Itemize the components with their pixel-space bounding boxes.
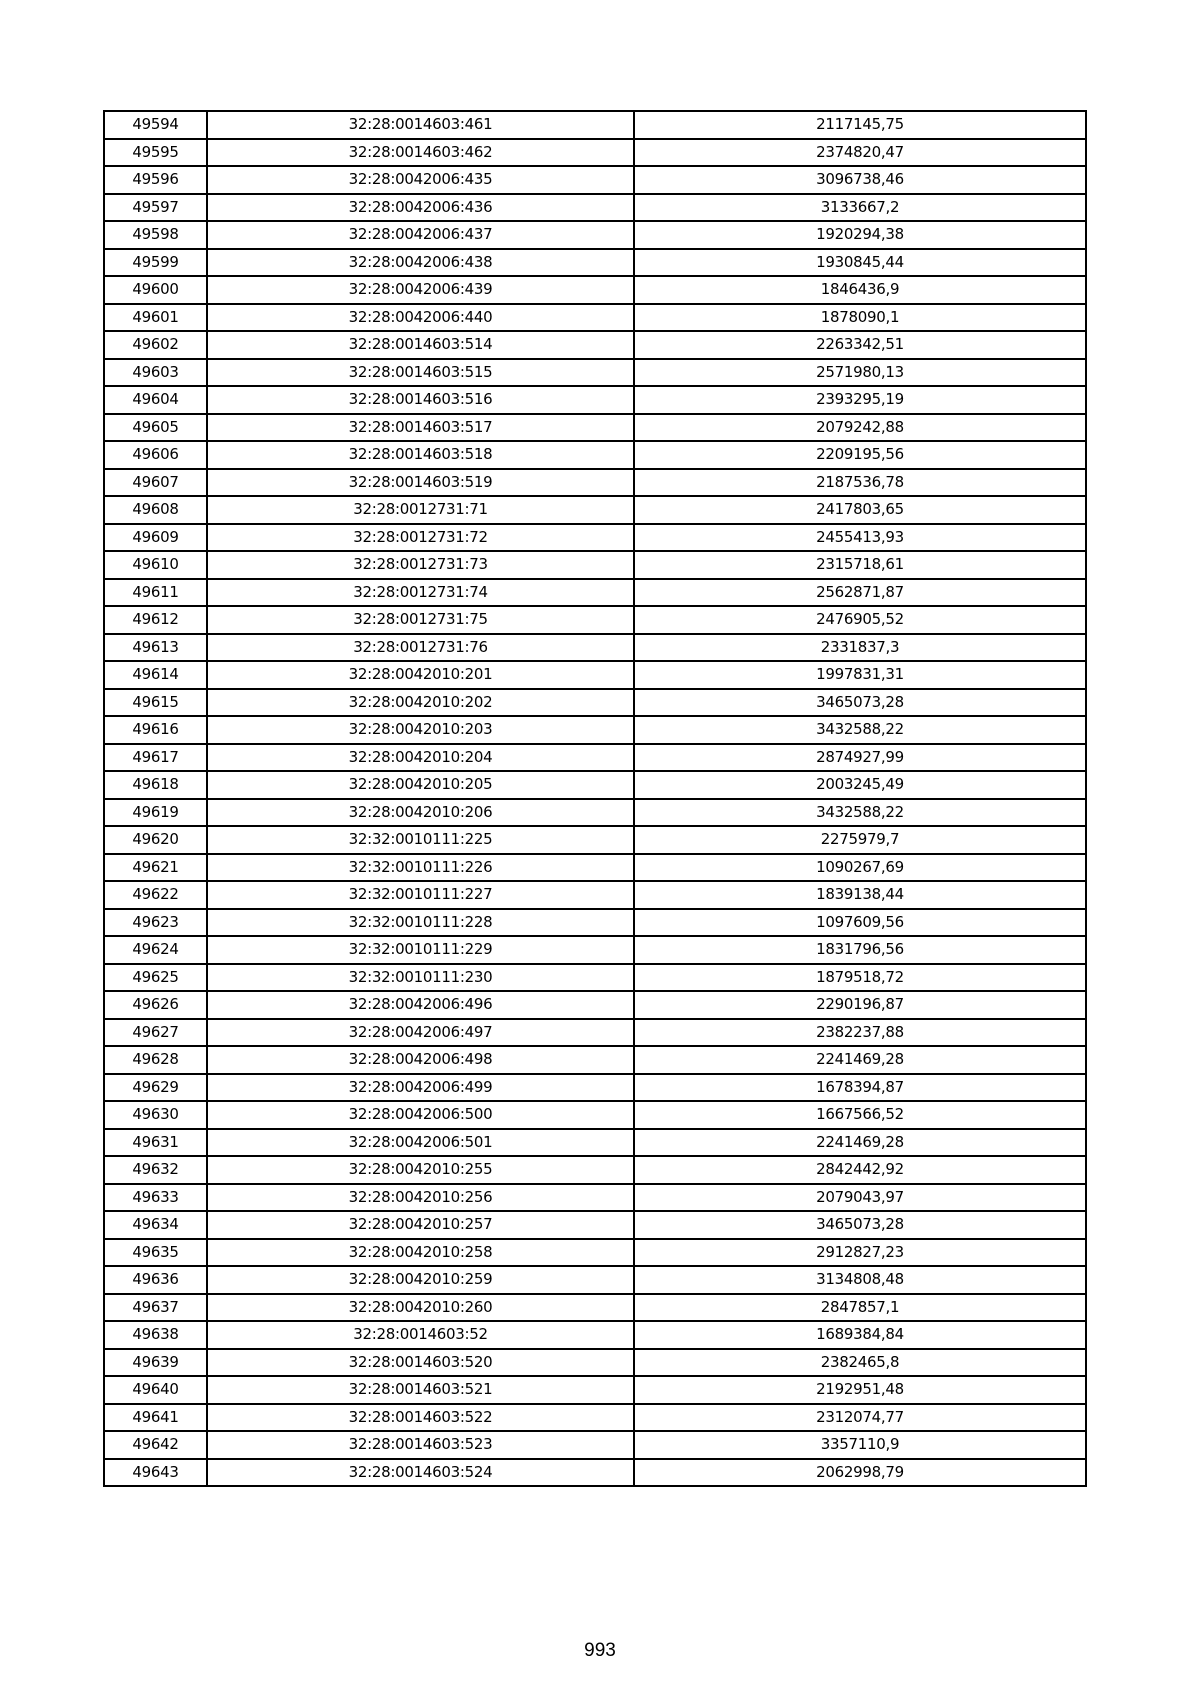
value-cell: 1997831,31 bbox=[634, 661, 1086, 689]
row-number-cell: 49602 bbox=[104, 331, 207, 359]
cadastral-number-cell: 32:28:0042006:440 bbox=[207, 304, 634, 332]
table-row bbox=[104, 909, 1086, 937]
table-row bbox=[104, 826, 1086, 854]
value-cell: 1930845,44 bbox=[634, 249, 1086, 277]
table-row bbox=[104, 276, 1086, 304]
cadastral-number-cell: 32:28:0042006:501 bbox=[207, 1129, 634, 1157]
cadastral-number-cell: 32:32:0010111:229 bbox=[207, 936, 634, 964]
value-cell: 2315718,61 bbox=[634, 551, 1086, 579]
value-cell: 1920294,38 bbox=[634, 221, 1086, 249]
cadastral-number-cell: 32:28:0014603:462 bbox=[207, 139, 634, 167]
row-number-cell: 49606 bbox=[104, 441, 207, 469]
table-row bbox=[104, 1376, 1086, 1404]
cadastral-number-cell: 32:28:0042006:498 bbox=[207, 1046, 634, 1074]
cadastral-number-cell: 32:28:0042006:436 bbox=[207, 194, 634, 222]
table-row bbox=[104, 1349, 1086, 1377]
table-row bbox=[104, 1101, 1086, 1129]
cadastral-number-cell: 32:28:0042010:258 bbox=[207, 1239, 634, 1267]
row-number-cell: 49594 bbox=[104, 111, 207, 139]
table-row bbox=[104, 799, 1086, 827]
table-row bbox=[104, 304, 1086, 332]
value-cell: 2562871,87 bbox=[634, 579, 1086, 607]
cadastral-number-cell: 32:28:0042006:438 bbox=[207, 249, 634, 277]
row-number-cell: 49596 bbox=[104, 166, 207, 194]
row-number-cell: 49639 bbox=[104, 1349, 207, 1377]
table-row bbox=[104, 551, 1086, 579]
cadastral-number-cell: 32:28:0014603:521 bbox=[207, 1376, 634, 1404]
value-cell: 2241469,28 bbox=[634, 1129, 1086, 1157]
value-cell: 1879518,72 bbox=[634, 964, 1086, 992]
row-number-cell: 49605 bbox=[104, 414, 207, 442]
row-number-cell: 49641 bbox=[104, 1404, 207, 1432]
value-cell: 1689384,84 bbox=[634, 1321, 1086, 1349]
cadastral-number-cell: 32:28:0042006:439 bbox=[207, 276, 634, 304]
row-number-cell: 49603 bbox=[104, 359, 207, 387]
cadastral-number-cell: 32:28:0014603:516 bbox=[207, 386, 634, 414]
row-number-cell: 49630 bbox=[104, 1101, 207, 1129]
row-number-cell: 49607 bbox=[104, 469, 207, 497]
cadastral-number-cell: 32:28:0012731:73 bbox=[207, 551, 634, 579]
row-number-cell: 49626 bbox=[104, 991, 207, 1019]
value-cell: 1667566,52 bbox=[634, 1101, 1086, 1129]
row-number-cell: 49640 bbox=[104, 1376, 207, 1404]
value-cell: 2290196,87 bbox=[634, 991, 1086, 1019]
table-row bbox=[104, 1459, 1086, 1487]
row-number-cell: 49633 bbox=[104, 1184, 207, 1212]
cadastral-number-cell: 32:28:0014603:523 bbox=[207, 1431, 634, 1459]
row-number-cell: 49617 bbox=[104, 744, 207, 772]
value-cell: 1090267,69 bbox=[634, 854, 1086, 882]
cadastral-number-cell: 32:28:0042010:201 bbox=[207, 661, 634, 689]
table-row bbox=[104, 414, 1086, 442]
value-cell: 3465073,28 bbox=[634, 689, 1086, 717]
row-number-cell: 49598 bbox=[104, 221, 207, 249]
value-cell: 1878090,1 bbox=[634, 304, 1086, 332]
cadastral-number-cell: 32:28:0042010:203 bbox=[207, 716, 634, 744]
value-cell: 2062998,79 bbox=[634, 1459, 1086, 1487]
row-number-cell: 49642 bbox=[104, 1431, 207, 1459]
table-row bbox=[104, 1184, 1086, 1212]
row-number-cell: 49627 bbox=[104, 1019, 207, 1047]
value-cell: 1678394,87 bbox=[634, 1074, 1086, 1102]
cadastral-number-cell: 32:28:0014603:518 bbox=[207, 441, 634, 469]
table-row bbox=[104, 441, 1086, 469]
cadastral-number-cell: 32:28:0014603:522 bbox=[207, 1404, 634, 1432]
cadastral-number-cell: 32:28:0042010:257 bbox=[207, 1211, 634, 1239]
value-cell: 2374820,47 bbox=[634, 139, 1086, 167]
cadastral-number-cell: 32:28:0012731:74 bbox=[207, 579, 634, 607]
cadastral-number-cell: 32:28:0042010:205 bbox=[207, 771, 634, 799]
table-row bbox=[104, 359, 1086, 387]
table-row bbox=[104, 689, 1086, 717]
table-row bbox=[104, 881, 1086, 909]
row-number-cell: 49610 bbox=[104, 551, 207, 579]
row-number-cell: 49636 bbox=[104, 1266, 207, 1294]
cadastral-number-cell: 32:28:0042010:204 bbox=[207, 744, 634, 772]
value-cell: 2382465,8 bbox=[634, 1349, 1086, 1377]
row-number-cell: 49638 bbox=[104, 1321, 207, 1349]
row-number-cell: 49623 bbox=[104, 909, 207, 937]
value-cell: 2079043,97 bbox=[634, 1184, 1086, 1212]
cadastral-number-cell: 32:28:0014603:519 bbox=[207, 469, 634, 497]
row-number-cell: 49601 bbox=[104, 304, 207, 332]
value-cell: 2241469,28 bbox=[634, 1046, 1086, 1074]
value-cell: 2192951,48 bbox=[634, 1376, 1086, 1404]
row-number-cell: 49620 bbox=[104, 826, 207, 854]
row-number-cell: 49613 bbox=[104, 634, 207, 662]
table-row bbox=[104, 579, 1086, 607]
value-cell: 3465073,28 bbox=[634, 1211, 1086, 1239]
table-row bbox=[104, 194, 1086, 222]
cadastral-number-cell: 32:28:0014603:514 bbox=[207, 331, 634, 359]
table-row bbox=[104, 606, 1086, 634]
table-row bbox=[104, 964, 1086, 992]
cadastral-number-cell: 32:32:0010111:230 bbox=[207, 964, 634, 992]
table-row bbox=[104, 1211, 1086, 1239]
row-number-cell: 49599 bbox=[104, 249, 207, 277]
table-row bbox=[104, 854, 1086, 882]
value-cell: 2117145,75 bbox=[634, 111, 1086, 139]
table-row bbox=[104, 1074, 1086, 1102]
row-number-cell: 49622 bbox=[104, 881, 207, 909]
table-row bbox=[104, 249, 1086, 277]
cadastral-number-cell: 32:28:0042010:259 bbox=[207, 1266, 634, 1294]
row-number-cell: 49625 bbox=[104, 964, 207, 992]
table-row bbox=[104, 1294, 1086, 1322]
cadastral-number-cell: 32:28:0014603:461 bbox=[207, 111, 634, 139]
table-row bbox=[104, 1019, 1086, 1047]
cadastral-number-cell: 32:28:0014603:524 bbox=[207, 1459, 634, 1487]
value-cell: 2874927,99 bbox=[634, 744, 1086, 772]
table-row bbox=[104, 716, 1086, 744]
row-number-cell: 49632 bbox=[104, 1156, 207, 1184]
table-body bbox=[104, 111, 1086, 1486]
table-row bbox=[104, 744, 1086, 772]
row-number-cell: 49615 bbox=[104, 689, 207, 717]
table-row bbox=[104, 771, 1086, 799]
cadastral-number-cell: 32:28:0042010:260 bbox=[207, 1294, 634, 1322]
row-number-cell: 49635 bbox=[104, 1239, 207, 1267]
table-row bbox=[104, 991, 1086, 1019]
cadastral-number-cell: 32:32:0010111:225 bbox=[207, 826, 634, 854]
cadastral-number-cell: 32:28:0042006:497 bbox=[207, 1019, 634, 1047]
table-row bbox=[104, 1129, 1086, 1157]
page-number: 993 bbox=[584, 1640, 616, 1661]
cadastral-number-cell: 32:28:0042006:496 bbox=[207, 991, 634, 1019]
value-cell: 3133667,2 bbox=[634, 194, 1086, 222]
row-number-cell: 49631 bbox=[104, 1129, 207, 1157]
table-row bbox=[104, 1321, 1086, 1349]
table-row bbox=[104, 496, 1086, 524]
row-number-cell: 49624 bbox=[104, 936, 207, 964]
cadastral-number-cell: 32:32:0010111:227 bbox=[207, 881, 634, 909]
cadastral-number-cell: 32:28:0042006:499 bbox=[207, 1074, 634, 1102]
value-cell: 2187536,78 bbox=[634, 469, 1086, 497]
value-cell: 2847857,1 bbox=[634, 1294, 1086, 1322]
value-cell: 3357110,9 bbox=[634, 1431, 1086, 1459]
row-number-cell: 49628 bbox=[104, 1046, 207, 1074]
row-number-cell: 49609 bbox=[104, 524, 207, 552]
table-row bbox=[104, 634, 1086, 662]
cadastral-number-cell: 32:28:0042010:202 bbox=[207, 689, 634, 717]
row-number-cell: 49604 bbox=[104, 386, 207, 414]
cadastral-number-cell: 32:28:0014603:520 bbox=[207, 1349, 634, 1377]
table-row bbox=[104, 1156, 1086, 1184]
value-cell: 2275979,7 bbox=[634, 826, 1086, 854]
row-number-cell: 49600 bbox=[104, 276, 207, 304]
cadastral-number-cell: 32:28:0012731:76 bbox=[207, 634, 634, 662]
table-row bbox=[104, 1239, 1086, 1267]
value-cell: 2209195,56 bbox=[634, 441, 1086, 469]
table-row bbox=[104, 221, 1086, 249]
table-row bbox=[104, 1266, 1086, 1294]
value-cell: 3096738,46 bbox=[634, 166, 1086, 194]
row-number-cell: 49643 bbox=[104, 1459, 207, 1487]
value-cell: 2263342,51 bbox=[634, 331, 1086, 359]
table-row bbox=[104, 1046, 1086, 1074]
table-row bbox=[104, 139, 1086, 167]
value-cell: 2476905,52 bbox=[634, 606, 1086, 634]
row-number-cell: 49608 bbox=[104, 496, 207, 524]
row-number-cell: 49619 bbox=[104, 799, 207, 827]
cadastral-number-cell: 32:28:0042006:437 bbox=[207, 221, 634, 249]
row-number-cell: 49634 bbox=[104, 1211, 207, 1239]
row-number-cell: 49597 bbox=[104, 194, 207, 222]
row-number-cell: 49616 bbox=[104, 716, 207, 744]
value-cell: 2079242,88 bbox=[634, 414, 1086, 442]
row-number-cell: 49595 bbox=[104, 139, 207, 167]
table-row bbox=[104, 1431, 1086, 1459]
value-cell: 3432588,22 bbox=[634, 716, 1086, 744]
row-number-cell: 49612 bbox=[104, 606, 207, 634]
value-cell: 1097609,56 bbox=[634, 909, 1086, 937]
value-cell: 1846436,9 bbox=[634, 276, 1086, 304]
cadastral-number-cell: 32:28:0042010:206 bbox=[207, 799, 634, 827]
value-cell: 2312074,77 bbox=[634, 1404, 1086, 1432]
cadastral-number-cell: 32:32:0010111:228 bbox=[207, 909, 634, 937]
cadastral-number-cell: 32:28:0042010:255 bbox=[207, 1156, 634, 1184]
data-table bbox=[103, 110, 1087, 1487]
table-row bbox=[104, 386, 1086, 414]
row-number-cell: 49621 bbox=[104, 854, 207, 882]
cadastral-number-cell: 32:28:0014603:515 bbox=[207, 359, 634, 387]
row-number-cell: 49629 bbox=[104, 1074, 207, 1102]
row-number-cell: 49637 bbox=[104, 1294, 207, 1322]
table-row bbox=[104, 524, 1086, 552]
cadastral-number-cell: 32:32:0010111:226 bbox=[207, 854, 634, 882]
row-number-cell: 49618 bbox=[104, 771, 207, 799]
value-cell: 2331837,3 bbox=[634, 634, 1086, 662]
table-row bbox=[104, 111, 1086, 139]
cadastral-number-cell: 32:28:0042010:256 bbox=[207, 1184, 634, 1212]
cadastral-number-cell: 32:28:0012731:72 bbox=[207, 524, 634, 552]
cadastral-number-cell: 32:28:0014603:52 bbox=[207, 1321, 634, 1349]
value-cell: 2912827,23 bbox=[634, 1239, 1086, 1267]
value-cell: 2382237,88 bbox=[634, 1019, 1086, 1047]
table-row bbox=[104, 469, 1086, 497]
table-row bbox=[104, 166, 1086, 194]
value-cell: 3134808,48 bbox=[634, 1266, 1086, 1294]
cadastral-number-cell: 32:28:0042006:500 bbox=[207, 1101, 634, 1129]
value-cell: 1831796,56 bbox=[634, 936, 1086, 964]
value-cell: 2003245,49 bbox=[634, 771, 1086, 799]
value-cell: 2571980,13 bbox=[634, 359, 1086, 387]
value-cell: 2455413,93 bbox=[634, 524, 1086, 552]
value-cell: 1839138,44 bbox=[634, 881, 1086, 909]
cadastral-number-cell: 32:28:0014603:517 bbox=[207, 414, 634, 442]
row-number-cell: 49611 bbox=[104, 579, 207, 607]
value-cell: 2842442,92 bbox=[634, 1156, 1086, 1184]
value-cell: 2393295,19 bbox=[634, 386, 1086, 414]
value-cell: 2417803,65 bbox=[634, 496, 1086, 524]
value-cell: 3432588,22 bbox=[634, 799, 1086, 827]
cadastral-number-cell: 32:28:0012731:71 bbox=[207, 496, 634, 524]
table-row bbox=[104, 661, 1086, 689]
table-row bbox=[104, 331, 1086, 359]
cadastral-number-cell: 32:28:0012731:75 bbox=[207, 606, 634, 634]
table-row bbox=[104, 1404, 1086, 1432]
row-number-cell: 49614 bbox=[104, 661, 207, 689]
cadastral-number-cell: 32:28:0042006:435 bbox=[207, 166, 634, 194]
table-row bbox=[104, 936, 1086, 964]
